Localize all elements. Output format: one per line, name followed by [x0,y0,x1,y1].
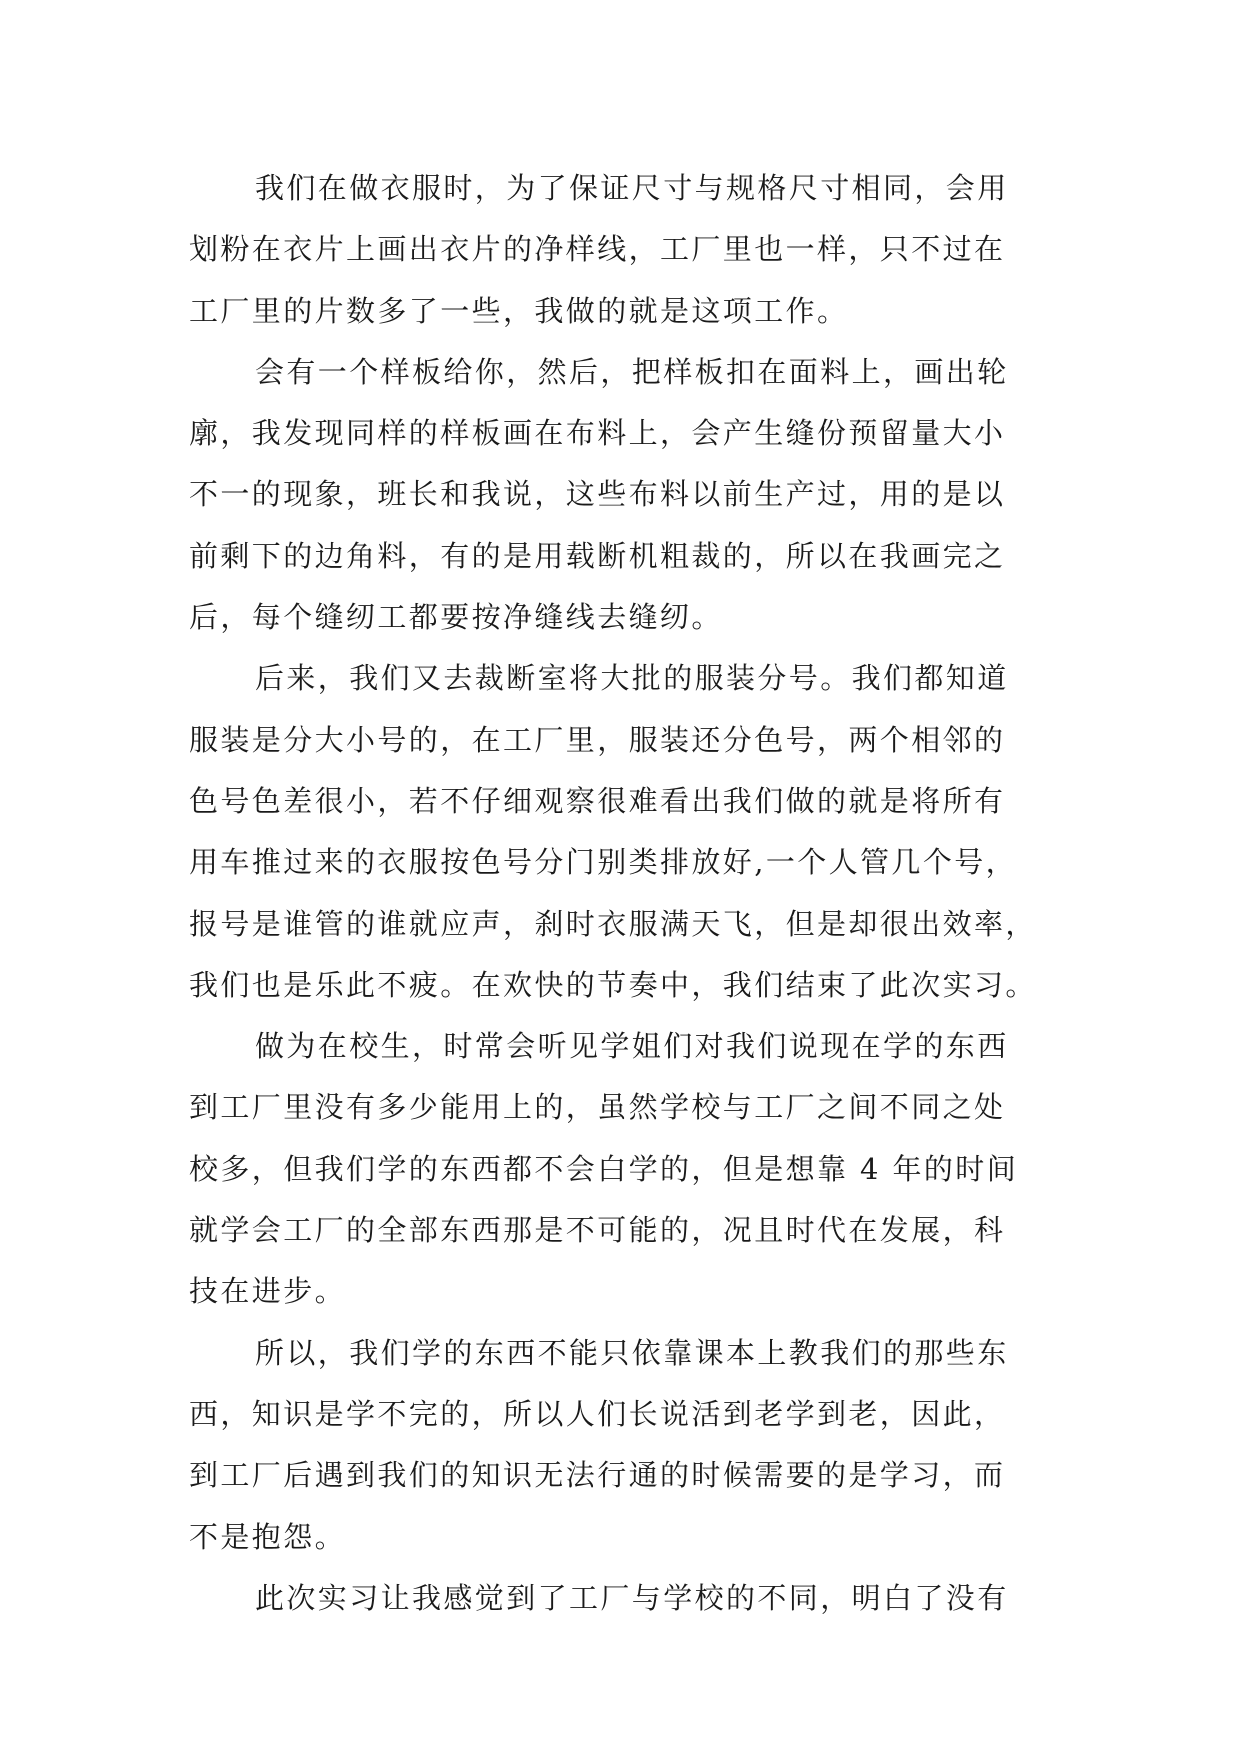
paragraph-6-line-1: 此次实习让我感觉到了工厂与学校的不同，明白了没有 [255,1580,1009,1615]
paragraph-3-line-4: 用车推过来的衣服按色号分门别类排放好,一个人管几个号， [189,845,1018,880]
paragraph-3-line-2: 服装是分大小号的，在工厂里，服装还分色号，两个相邻的 [189,722,1006,757]
paragraph-4-line-5: 技在进步。 [189,1274,347,1309]
paragraph-4-line-3: 校多，但我们学的东西都不会白学的，但是想靠 4 年的时间 [189,1151,1019,1186]
paragraph-5-line-3: 到工厂后遇到我们的知识无法行通的时候需要的是学习，而 [189,1458,1006,1493]
paragraph-4-line-4: 就学会工厂的全部东西那是不可能的，况且时代在发展，科 [189,1213,1006,1248]
paragraph-5-line-4: 不是抱怨。 [189,1519,347,1554]
paragraph-2-line-1: 会有一个样板给你，然后，把样板扣在面料上，画出轮 [255,354,1009,389]
paragraph-5-line-1: 所以，我们学的东西不能只依靠课本上教我们的那些东 [255,1335,1009,1370]
paragraph-1-line-2: 划粉在衣片上画出衣片的净样线，工厂里也一样，只不过在 [189,232,1006,267]
paragraph-2-line-4: 前剩下的边角料，有的是用载断机粗裁的，所以在我画完之 [189,538,1006,573]
paragraph-3-line-1: 后来，我们又去裁断室将大批的服装分号。我们都知道 [255,661,1009,696]
paragraph-5-line-2: 西，知识是学不完的，所以人们长说活到老学到老，因此， [189,1396,1006,1431]
document-body [189,158,1059,1629]
paragraph-2-line-3: 不一的现象，班长和我说，这些布料以前生产过，用的是以 [189,477,1006,512]
paragraph-2-line-5: 后，每个缝纫工都要按净缝线去缝纫。 [189,600,723,635]
paragraph-4-line-1: 做为在校生，时常会听见学姐们对我们说现在学的东西 [255,1029,1009,1064]
paragraph-1-line-3: 工厂里的片数多了一些，我做的就是这项工作。 [189,293,849,328]
paragraph-2-line-2: 廓，我发现同样的样板画在布料上，会产生缝份预留量大小 [189,416,1006,451]
paragraph-4-line-2: 到工厂里没有多少能用上的，虽然学校与工厂之间不同之处 [189,1090,1006,1125]
paragraph-1-line-1: 我们在做衣服时，为了保证尺寸与规格尺寸相同，会用 [255,171,1009,205]
paragraph-3-line-6: 我们也是乐此不疲。在欢快的节奏中，我们结束了此次实习。 [189,967,1037,1002]
paragraph-3-line-5: 报号是谁管的谁就应声，刹时衣服满天飞，但是却很出效率， [189,906,1037,941]
paragraph-3-line-3: 色号色差很小，若不仔细观察很难看出我们做的就是将所有 [189,783,1006,818]
